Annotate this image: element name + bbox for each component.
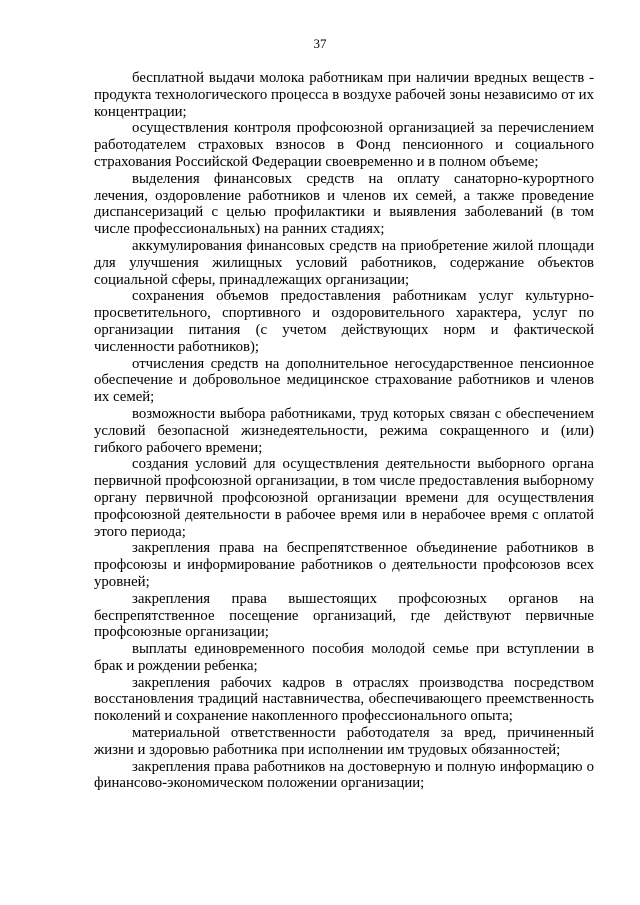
paragraph: отчисления средств на дополнительное негосударственное пенсионное обеспечение и добровольное медицинское страхование работников и членов их семей; — [94, 355, 594, 406]
paragraph: выделения финансовых средств на оплату санаторно-курортного лечения, оздоровление работников и членов их семей, а также проведение диспансеризаций с целью профилактики и выявления заболеваний (в том числе профессиональных) на ранних стадиях; — [94, 170, 594, 238]
paragraph: бесплатной выдачи молока работникам при наличии вредных веществ - продукта технологического процесса в воздухе рабочей зоны независимо от их концентрации; — [94, 70, 594, 120]
paragraph: закрепления права вышестоящих профсоюзных органов на беспрепятственное посещение организаций, где действуют первичные профсоюзные организации; — [94, 590, 594, 641]
paragraph: аккумулирования финансовых средств на приобретение жилой площади для улучшения жилищных условий работников, содержание объектов социальной сферы, принадлежащих организации; — [94, 237, 594, 288]
paragraph: осуществления контроля профсоюзной организацией за перечислением работодателем страховых взносов в Фонд пенсионного и социального страхования Российской Федерации своевременно и в полном объеме; — [94, 120, 594, 170]
document-body — [94, 70, 594, 792]
paragraph: закрепления права на беспрепятственное объединение работников в профсоюзы и информирование работников о деятельности профсоюзов всех уровней; — [94, 540, 594, 590]
paragraph: создания условий для осуществления деятельности выборного органа первичной профсоюзной организации, в том числе предоставления выборному органу первичной профсоюзной организации времени для осуществления профсоюзной деятельности в рабочее время или в нерабочее время с оплатой этого периода; — [94, 456, 594, 540]
paragraph: закрепления права работников на достоверную и полную информацию о финансово-экономическом положении организации; — [94, 758, 594, 792]
page-number: 37 — [313, 36, 327, 51]
paragraph: возможности выбора работниками, труд которых связан с обеспечением условий безопасной жизнедеятельности, режима сокращенного и (или) гибкого рабочего времени; — [94, 405, 594, 456]
paragraph: сохранения объемов предоставления работникам услуг культурно-просветительного, спортивного и оздоровительного характера, услуг по организации питания (с учетом действующих норм и фактической численности работников); — [94, 288, 594, 355]
paragraph: материальной ответственности работодателя за вред, причиненный жизни и здоровью работника при исполнении им трудовых обязанностей; — [94, 725, 594, 758]
paragraph: выплаты единовременного пособия молодой семье при вступлении в брак и рождении ребенка; — [94, 641, 594, 674]
paragraph: закрепления рабочих кадров в отраслях производства посредством восстановления традиций наставничества, обеспечивающего преемственность поколений и сохранение накопленного профессионального опыта; — [94, 674, 594, 725]
